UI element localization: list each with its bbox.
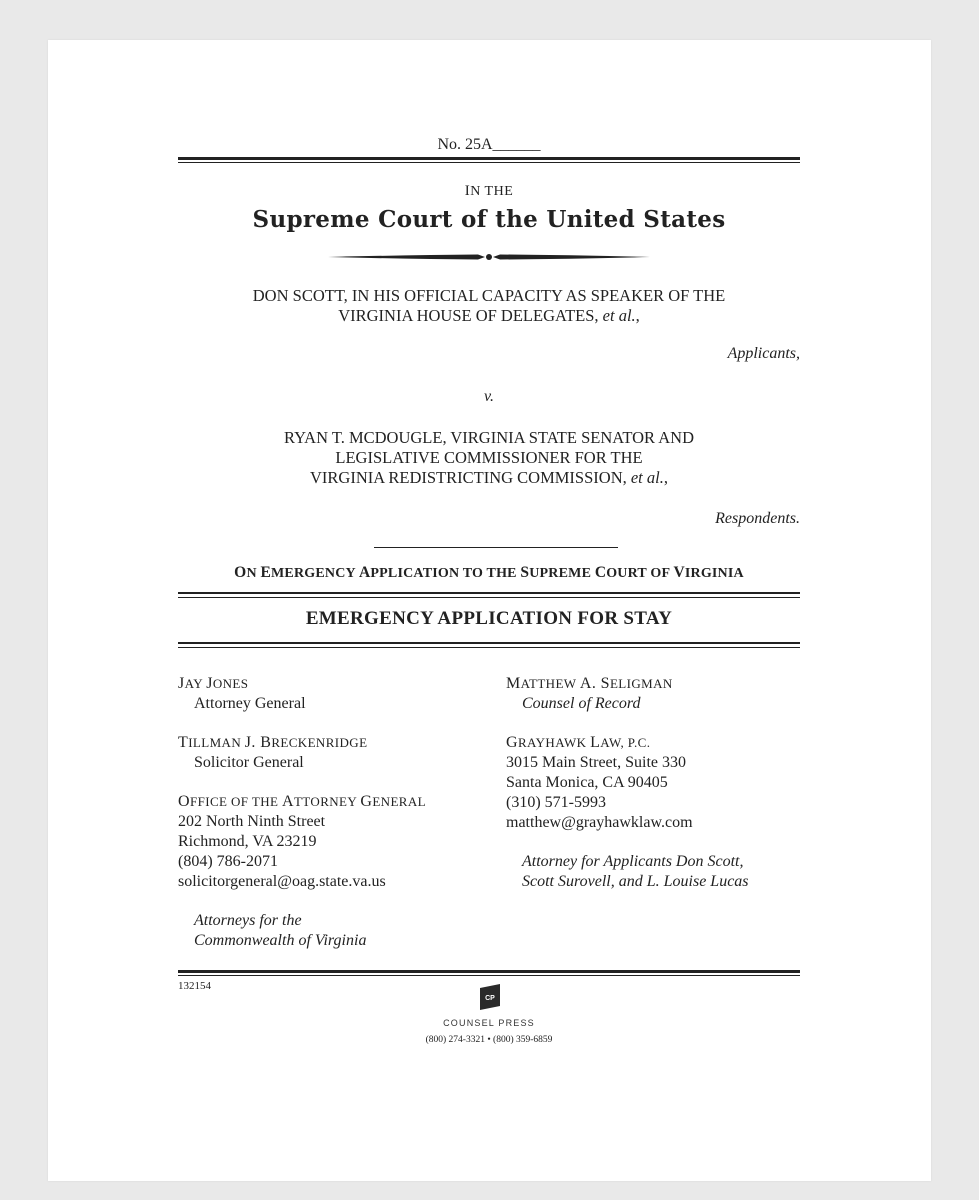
right-counsel-column [506,674,806,892]
respondents-line-3: VIRGINIA REDISTRICTING COMMISSION, et al., [310,468,668,487]
solicitor-general-title: Solicitor General [194,754,304,771]
top-rule [178,157,800,163]
title-rule-top [178,592,800,598]
counsel-press-logo-icon [480,984,500,1010]
respondents-party [178,428,800,488]
firm-block [506,733,806,833]
solicitor-general-name: TILLMAN J. BRECKENRIDGE [178,734,368,751]
docket-number: No. 25A______ [437,136,541,153]
respondents-line-1: RYAN T. MCDOUGLE, VIRGINIA STATE SENATOR AND [284,428,694,447]
counsel-title: Counsel of Record [522,695,641,712]
solicitor-general-block [178,733,508,773]
counsel-of-record-block [506,674,806,714]
document-page [48,40,931,1181]
bottom-rule [178,970,800,976]
print-job-number: 132154 [178,980,211,992]
printer-phones: (800) 274-3321 • (800) 359-6859 [425,1035,553,1045]
attorneys-for-commonwealth: Attorneys for the Commonwealth of Virginia [194,912,367,949]
attorney-for-applicants: Attorney for Applicants Don Scott, Scott Surovell, and L. Louise Lucas [522,853,749,890]
office-email: solicitorgeneral@oag.state.va.us [178,873,386,890]
respondents-label: Respondents. [715,510,800,527]
document-title: EMERGENCY APPLICATION FOR STAY [305,608,673,629]
respondents-line-2: LEGISLATIVE COMMISSIONER FOR THE [335,448,643,467]
ornament-divider [328,251,650,263]
title-rule-bottom [178,642,800,648]
counsel-name: MATTHEW A. SELIGMAN [506,675,673,692]
applicants-party [178,286,800,326]
office-block [178,792,508,892]
on-application-line: ON EMERGENCY APPLICATION TO THE SUPREME COURT OF VIRGINIA [234,564,744,581]
firm-email: matthew@grayhawklaw.com [506,814,693,831]
firm-address-1: 3015 Main Street, Suite 330 [506,754,686,771]
short-divider [374,547,618,548]
office-address-1: 202 North Ninth Street [178,813,326,830]
firm-phone: (310) 571-5993 [506,794,606,811]
firm-address-2: Santa Monica, CA 90405 [506,774,668,791]
office-address-2: Richmond, VA 23219 [178,833,317,850]
office-name: OFFICE OF THE ATTORNEY GENERAL [178,793,426,810]
applicants-line-2: VIRGINIA HOUSE OF DELEGATES, et al., [338,306,640,325]
logo-letters: CP [485,995,495,1002]
left-counsel-column [178,674,508,951]
applicants-line-1: DON SCOTT, IN HIS OFFICIAL CAPACITY AS SPEAKER OF THE [252,286,726,305]
printer-name: COUNSEL PRESS [443,1018,535,1028]
firm-name: GRAYHAWK LAW, P.C. [506,734,651,751]
court-name: Supreme Court of the United States [252,206,726,233]
office-phone: (804) 786-2071 [178,853,278,870]
attorney-general-block [178,674,508,714]
in-the-heading: IN THE [464,183,514,199]
attorney-general-title: Attorney General [194,695,306,712]
applicants-label: Applicants, [727,345,800,362]
attorney-general-name: JAY JONES [178,675,249,692]
versus: v. [484,388,494,405]
